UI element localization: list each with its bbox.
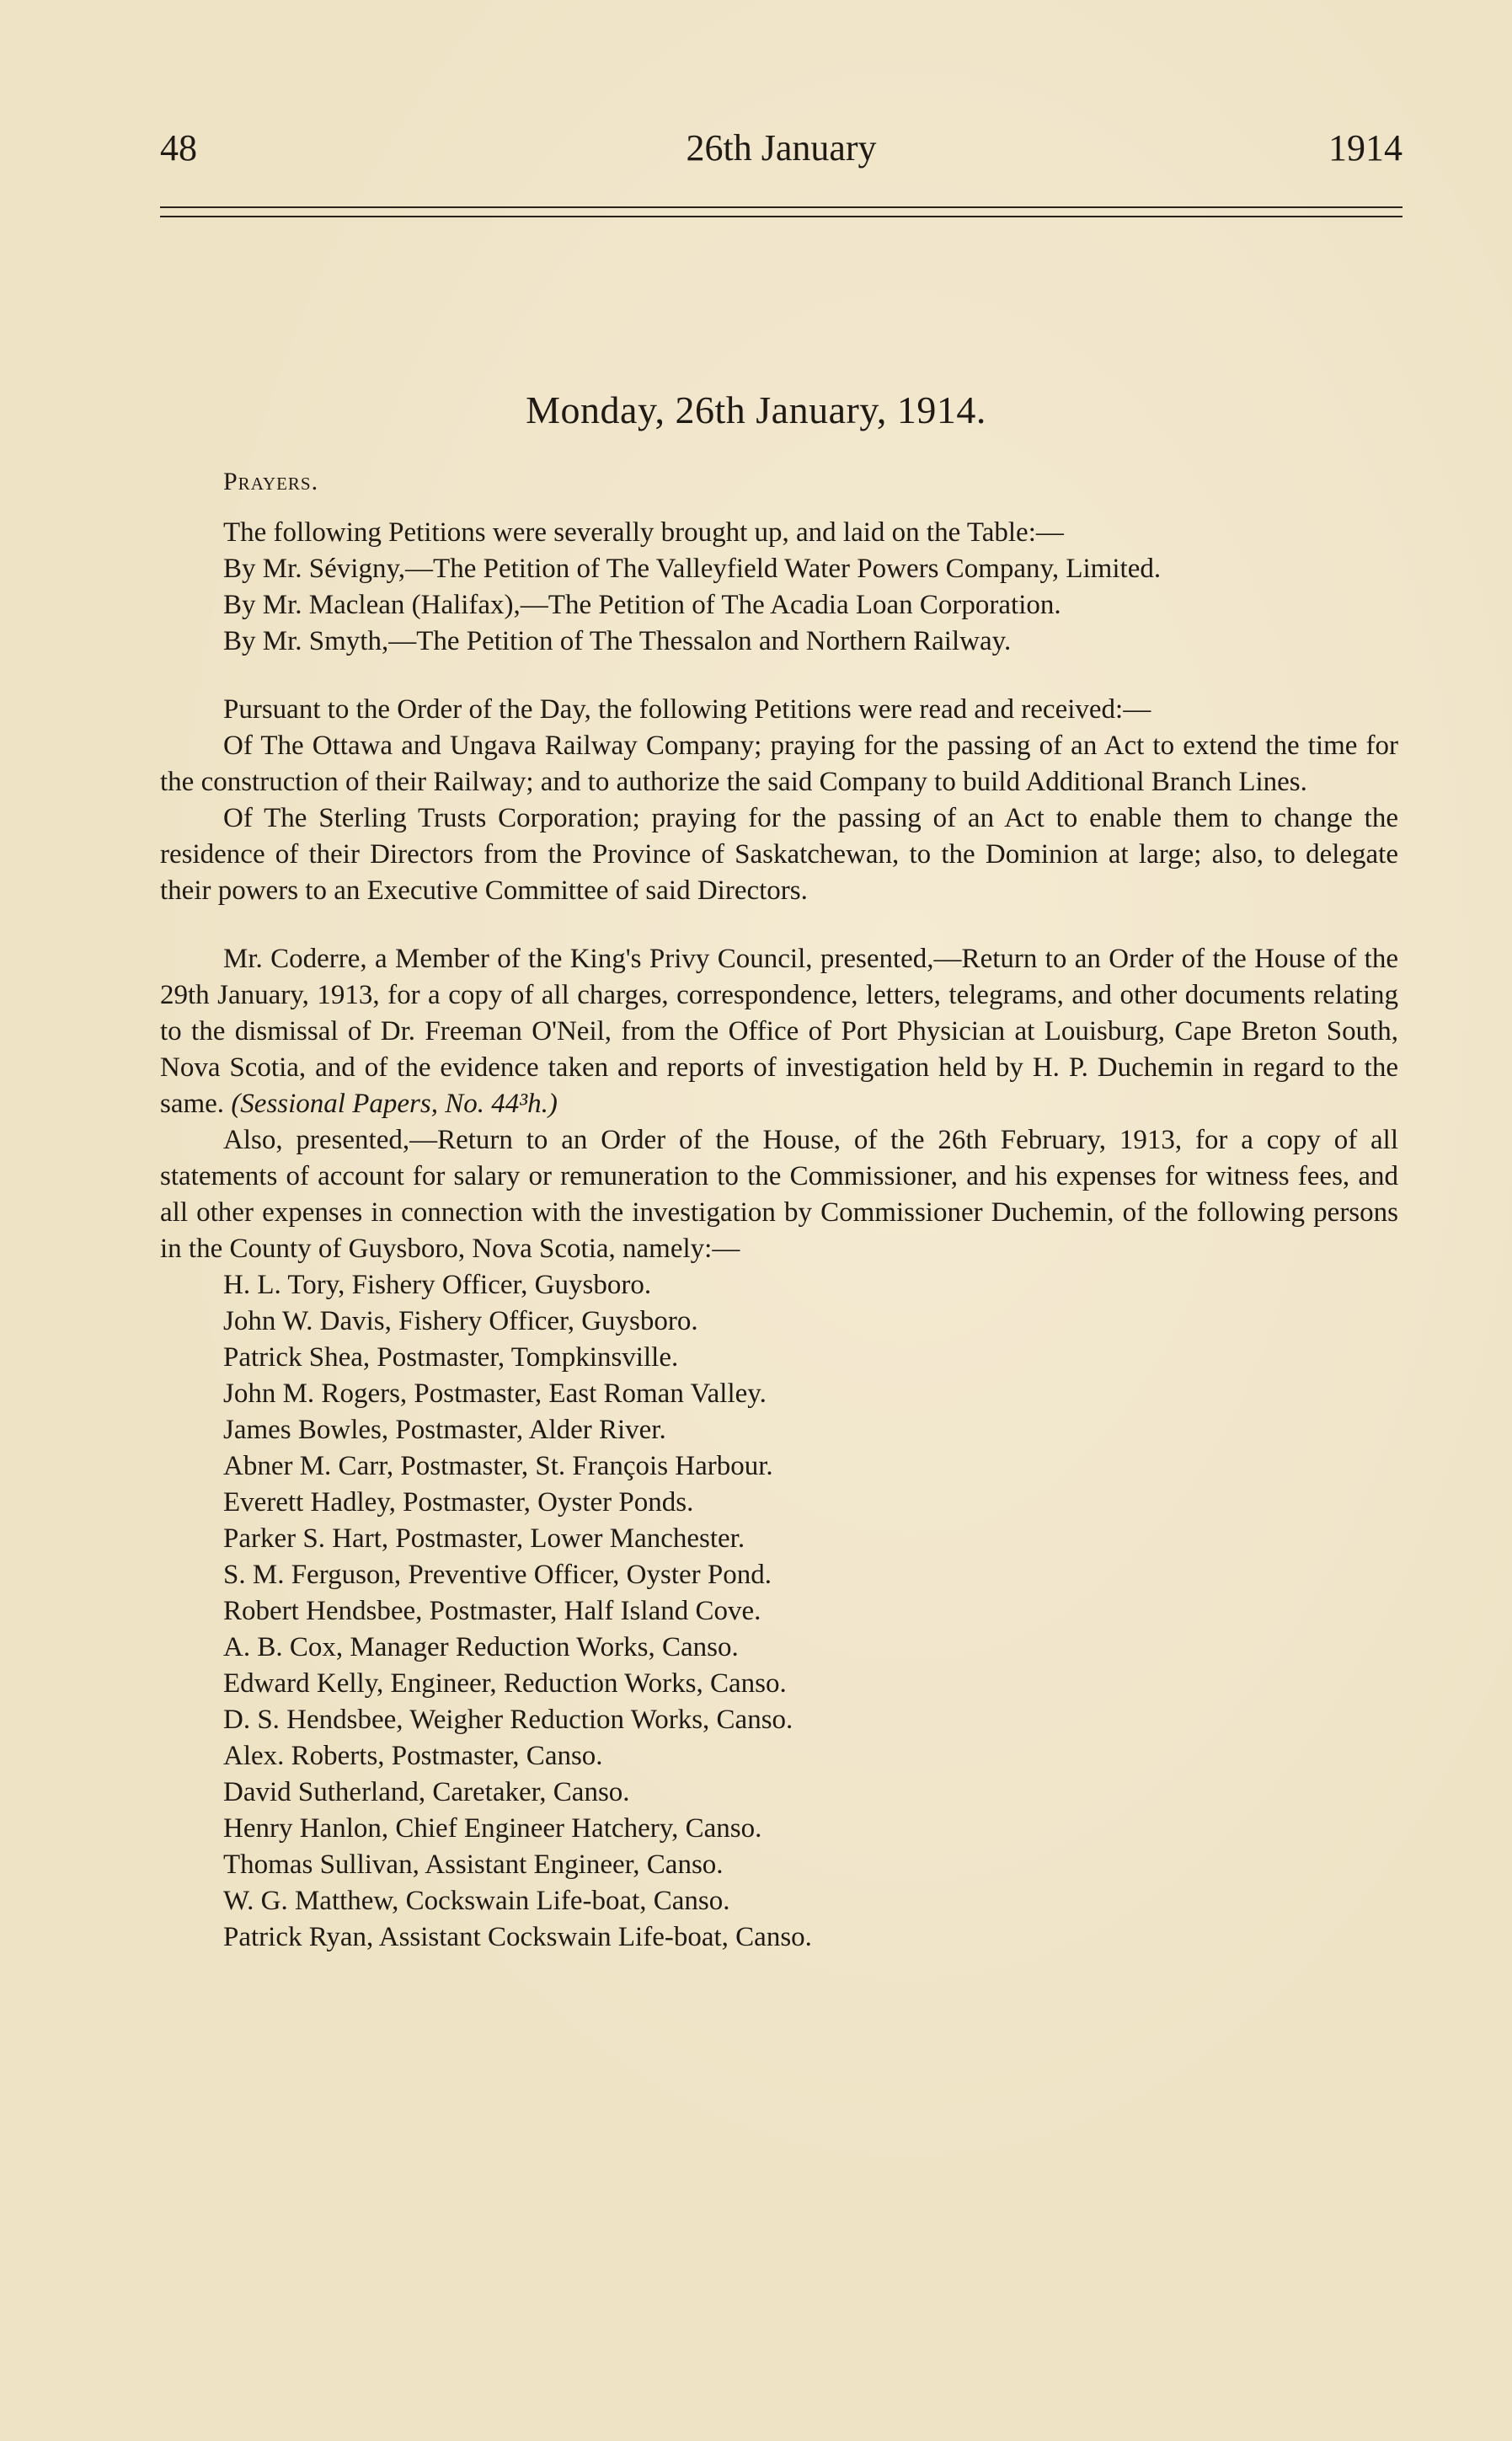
journal-body [160,463,1398,1956]
list-item: H. L. Tory, Fishery Officer, Guysboro. [223,1270,652,1300]
return-one [160,941,1398,1122]
prayers-heading: Prayers. [223,468,319,495]
list-item: Everett Hadley, Postmaster, Oyster Ponds. [223,1487,694,1518]
list-item: Thomas Sullivan, Assistant Engineer, Canso. [223,1849,724,1880]
return-two: Also, presented,—Return to an Order of the House, of the 26th February, 1913, for a copy of all statements of account for salary or remuneration to the Commissioner, and his expenses for witness fees, and all other expenses in connection with the investigation by Commissioner Duchemin, of the following persons in the County of Guysboro, Nova Scotia, namely:— [160,1125,1398,1264]
header-rule-top [160,206,1402,208]
petition-read: Of The Sterling Trusts Corporation; praying for the passing of an Act to enable them to change the residence of their Directors from the Province of Saskatchewan, to the Dominion at large; also, to delegate their powers to an Executive Committee of said Directors. [160,803,1398,906]
list-item: James Bowles, Postmaster, Alder River. [223,1415,666,1445]
header-rule-bottom [160,216,1402,217]
persons-list [160,1267,1398,1956]
sessional-paper-ref: (Sessional Papers, No. 44³h.) [231,1089,558,1119]
list-item: David Sutherland, Caretaker, Canso. [223,1777,630,1807]
list-item: Alex. Roberts, Postmaster, Canso. [223,1741,603,1771]
page-header [160,126,1402,177]
header-year: 1914 [1328,127,1402,169]
petition-read: Of The Ottawa and Ungava Railway Company; praying for the passing of an Act to extend the time for the construction of their Railway; and to authorize the said Company to build Additional Branch Lines. [160,731,1398,797]
list-item: A. B. Cox, Manager Reduction Works, Canso. [223,1632,739,1662]
list-item: Patrick Ryan, Assistant Cockswain Life-boat, Canso. [223,1922,812,1952]
petition-laid: By Mr. Sévigny,—The Petition of The Valleyfield Water Powers Company, Limited. [223,554,1162,584]
list-item: W. G. Matthew, Cockswain Life-boat, Canso. [223,1886,730,1916]
list-item: John M. Rogers, Postmaster, East Roman Valley. [223,1378,767,1409]
page-number: 48 [160,127,197,169]
order-intro: Pursuant to the Order of the Day, the following Petitions were read and received:— [223,694,1151,725]
petition-laid: By Mr. Maclean (Halifax),—The Petition of The Acadia Loan Corporation. [223,590,1061,620]
list-item: Abner M. Carr, Postmaster, St. François Harbour. [223,1451,773,1481]
list-item: Henry Hanlon, Chief Engineer Hatchery, Canso. [223,1813,762,1844]
return-one-text: Mr. Coderre, a Member of the King's Privy Council, presented,—Return to an Order of the House of the 29th January, 1913, for a copy of all charges, correspondence, letters, telegrams, and other documents relating to the dismissal of Dr. Freeman O'Neil, from the Office of Port Physician at Louisburg, Cape Breton South, Nova Scotia, and of the evidence taken and reports of investigation held by H. P. Duchemin in regard to the same. [160,944,1398,1119]
list-item: Edward Kelly, Engineer, Reduction Works, Canso. [223,1668,787,1699]
list-item: D. S. Hendsbee, Weigher Reduction Works, Canso. [223,1705,793,1735]
petitions-intro: The following Petitions were severally brought up, and laid on the Table:— [223,517,1064,548]
list-item: Parker S. Hart, Postmaster, Lower Manchester. [223,1523,745,1554]
petition-laid: By Mr. Smyth,—The Petition of The Thessalon and Northern Railway. [223,626,1012,656]
list-item: Patrick Shea, Postmaster, Tompkinsville. [223,1342,679,1373]
list-item: S. M. Ferguson, Preventive Officer, Oyster Pond. [223,1560,772,1590]
sitting-title: Monday, 26th January, 1914. [526,388,986,431]
list-item: Robert Hendsbee, Postmaster, Half Island Cove. [223,1596,761,1626]
header-date: 26th January [686,127,877,169]
list-item: John W. Davis, Fishery Officer, Guysboro. [223,1306,698,1336]
